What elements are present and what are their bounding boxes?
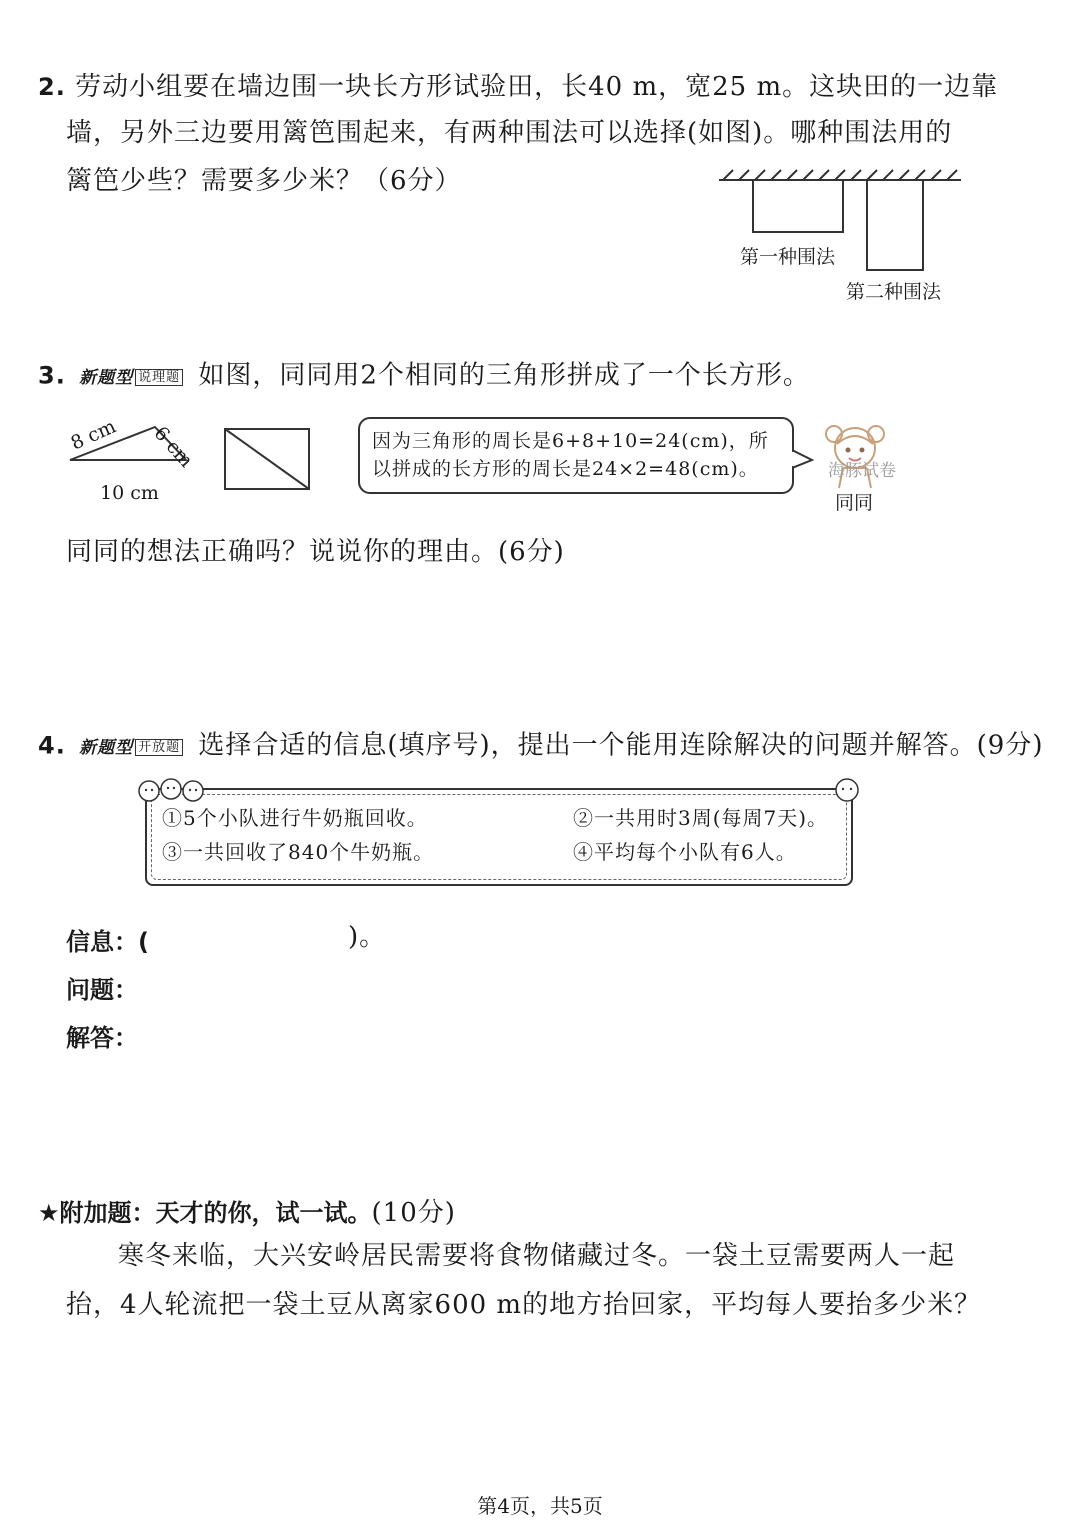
q2-text-line1: 劳动小组要在墙边围一块长方形试验田，长40 m，宽25 m。这块田的一边靠 — [75, 72, 999, 102]
speech-bubble — [358, 417, 794, 494]
q2-line1 — [38, 72, 998, 102]
character-name: 同同 — [835, 492, 874, 514]
q3-tag-box: 说理题 — [135, 369, 183, 386]
q2-text-line3: 篱笆少些？需要多少米？（6分） — [66, 166, 462, 196]
info-box-decoration — [135, 776, 875, 806]
label-info-end: )。 — [348, 922, 387, 952]
q3-number: 3. — [38, 361, 66, 390]
label-answer: 解答： — [66, 1024, 138, 1052]
fence-label-2: 第二种围法 — [846, 281, 942, 303]
bonus-line2: 抬，4人轮流把一袋土豆从离家600 m的地方抬回家，平均每人要抬多少米？ — [66, 1290, 982, 1320]
triangle-side-right: 6 cm — [149, 422, 198, 472]
fence-method-2 — [867, 180, 923, 270]
info-item-2: ②一共用时3周(每周7天)。 — [573, 806, 829, 830]
bubble-tail — [792, 448, 814, 472]
fence-label-1: 第一种围法 — [740, 246, 836, 268]
q3-question: 同同的想法正确吗？说说你的理由。(6分) — [66, 537, 565, 567]
q3-tag — [79, 360, 183, 393]
bubble-line2: 以拼成的长方形的周长是24×2=48(cm)。 — [372, 458, 759, 480]
q2-text-line2: 墙，另外三边要用篱笆围起来，有两种围法可以选择(如图)。哪种围法用的 — [66, 118, 953, 148]
tongtong-character — [815, 414, 895, 494]
bonus-title-score: (10分) — [371, 1198, 456, 1228]
bubble-line1: 因为三角形的周长是6+8+10=24(cm)，所 — [372, 430, 769, 452]
rectangle-figure — [222, 426, 312, 492]
info-item-4: ④平均每个小队有6人。 — [573, 840, 797, 864]
q2-number: 2. — [38, 73, 66, 101]
info-item-1: ①5个小队进行牛奶瓶回收。 — [162, 806, 428, 830]
q3-line1 — [38, 360, 810, 393]
q4-number: 4. — [38, 731, 66, 760]
triangle-side-left: 8 cm — [67, 415, 120, 455]
watermark-text: 海豚试卷 — [828, 461, 896, 481]
label-info: 信息：( — [66, 928, 149, 956]
page-footer: 第4页，共5页 — [477, 1494, 603, 1518]
q4-tag-box: 开放题 — [135, 739, 183, 756]
wall — [719, 170, 961, 180]
bonus-title-bold: ★附加题：天才的你，试一试。 — [38, 1199, 372, 1227]
q4-line1 — [38, 730, 1044, 763]
q4-tag — [79, 730, 183, 763]
q3-text-line1: 如图，同同用2个相同的三角形拼成了一个长方形。 — [198, 360, 810, 391]
bonus-line1: 寒冬来临，大兴安岭居民需要将食物储藏过冬。一袋土豆需要两人一起 — [118, 1241, 956, 1271]
fence-method-1 — [753, 180, 843, 232]
bonus-title — [38, 1193, 456, 1228]
label-question: 问题： — [66, 976, 138, 1004]
triangle-side-bottom: 10 cm — [100, 482, 159, 504]
q3-tag-bold: 新题型 — [79, 368, 134, 388]
q4-tag-bold: 新题型 — [79, 738, 134, 758]
info-item-3: ③一共回收了840个牛奶瓶。 — [162, 840, 435, 864]
q4-text-line1: 选择合适的信息(填序号)，提出一个能用连除解决的问题并解答。(9分) — [198, 730, 1044, 761]
